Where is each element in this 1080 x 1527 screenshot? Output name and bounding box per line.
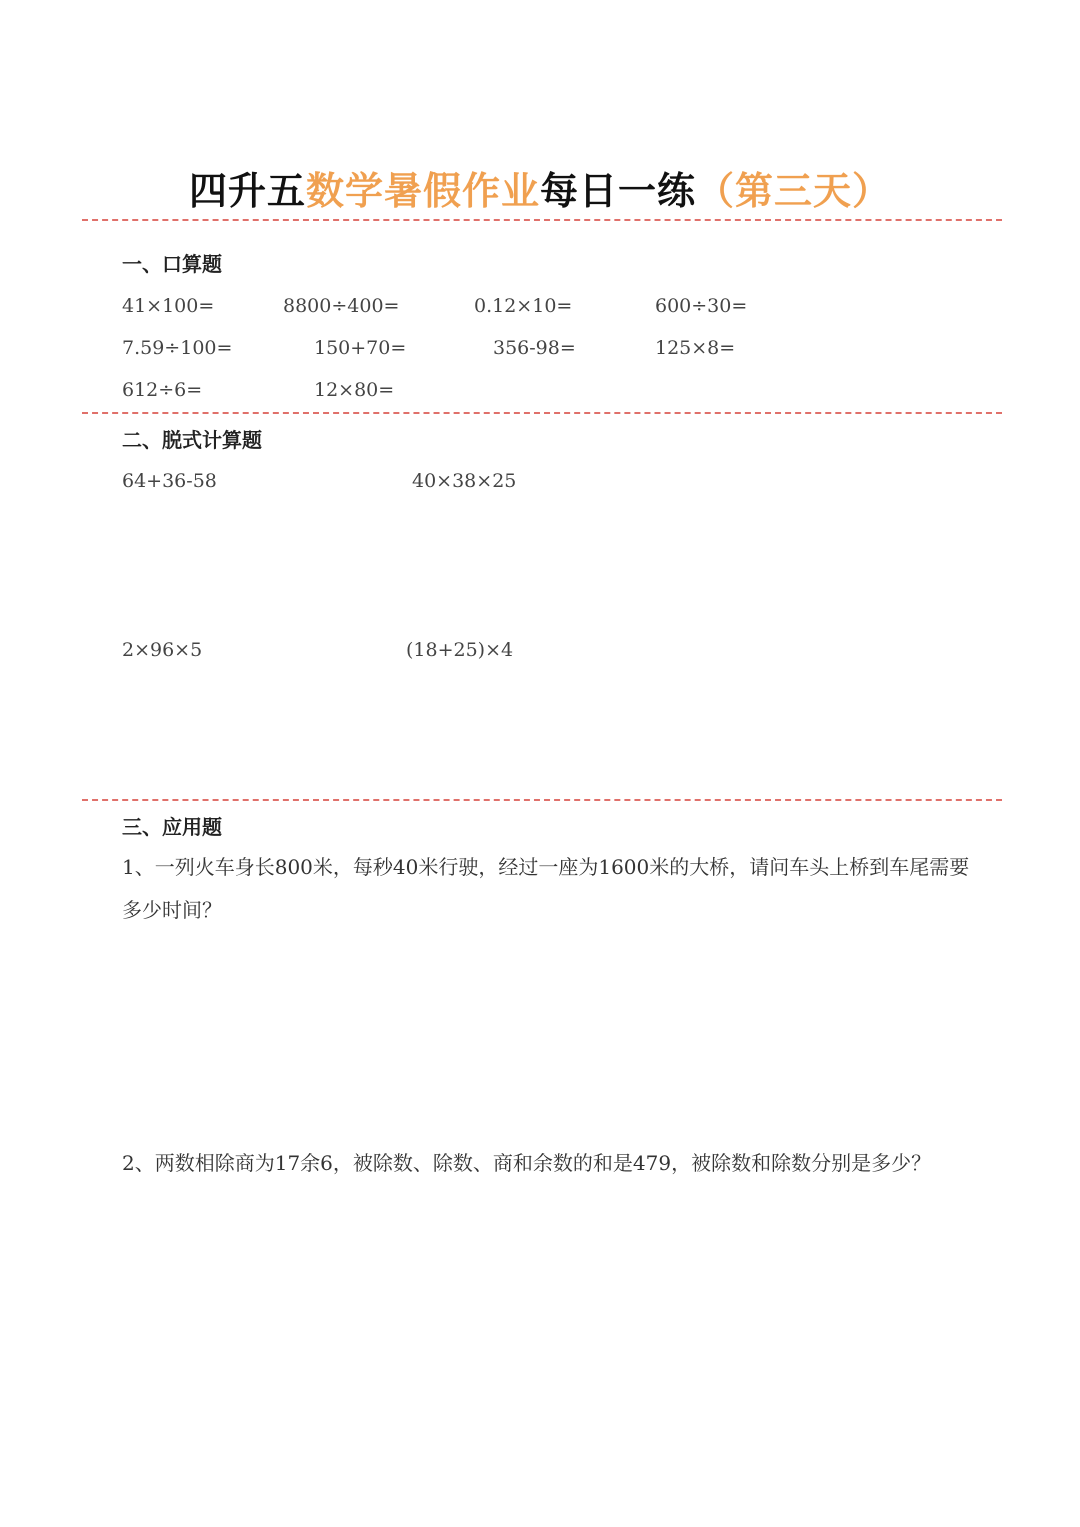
title-part-4: （第三天）	[696, 169, 892, 213]
section-heading-stepwise: 二、脱式计算题	[122, 428, 262, 452]
oral-item-5: 7.59÷100=	[122, 337, 233, 359]
oral-item-4: 600÷30=	[655, 295, 748, 317]
stepwise-item-4: (18+25)×4	[406, 639, 514, 661]
stepwise-item-1: 64+36-58	[122, 470, 217, 492]
oral-item-1: 41×100=	[122, 295, 215, 317]
oral-item-9: 612÷6=	[122, 379, 203, 401]
divider-3	[82, 799, 1002, 801]
section-heading-word-problems: 三、应用题	[122, 815, 222, 839]
oral-item-2: 8800÷400=	[283, 295, 400, 317]
word-problem-2: 2、两数相除商为17余6，被除数、除数、商和余数的和是479，被除数和除数分别是多少？	[122, 1151, 932, 1175]
title-part-3: 每日一练	[540, 169, 697, 213]
stepwise-item-2: 40×38×25	[412, 470, 517, 492]
oral-item-10: 12×80=	[314, 379, 395, 401]
page-title	[0, 160, 1080, 215]
oral-item-3: 0.12×10=	[474, 295, 573, 317]
title-part-1: 四升五	[188, 169, 306, 213]
title-part-2: 数学暑假作业	[305, 169, 540, 213]
divider-1	[82, 219, 1002, 221]
word-problem-1: 1、一列火车身长800米，每秒40米行驶，经过一座为1600米的大桥，请问车头上桥到车尾需要多少时间？	[122, 855, 970, 922]
oral-item-8: 125×8=	[655, 337, 736, 359]
oral-item-7: 356-98=	[493, 337, 576, 359]
stepwise-item-3: 2×96×5	[122, 639, 203, 661]
divider-2	[82, 412, 1002, 414]
section-heading-oral: 一、口算题	[122, 252, 222, 276]
oral-item-6: 150+70=	[314, 337, 407, 359]
